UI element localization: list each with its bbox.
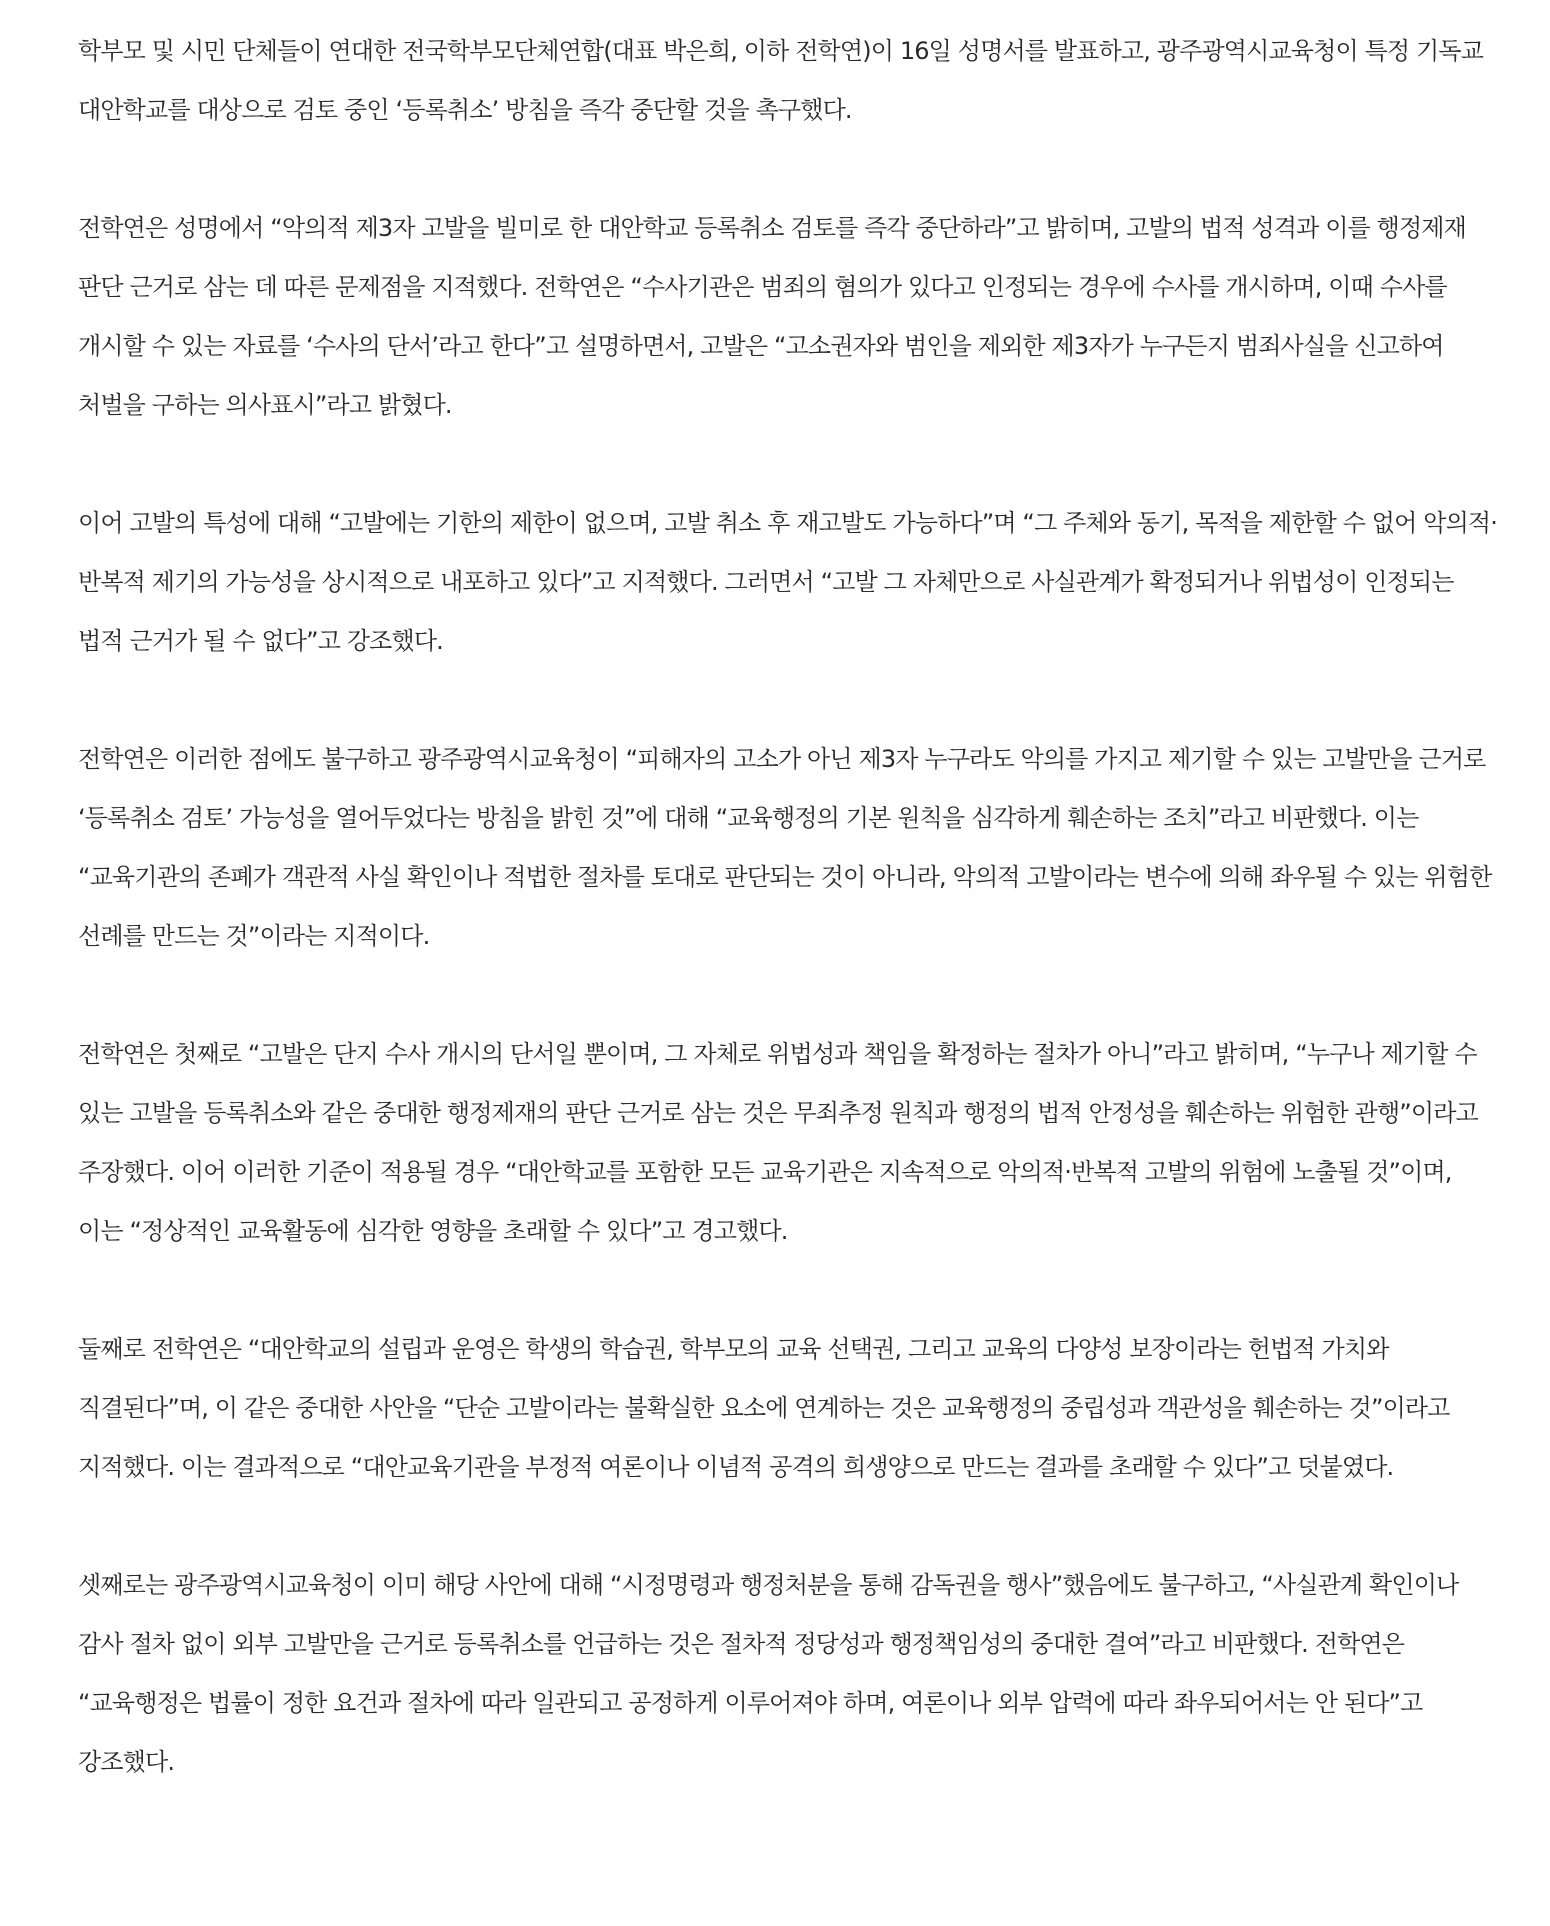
article-paragraph-5: 전학연은 첫째로 “고발은 단지 수사 개시의 단서일 뿐이며, 그 자체로 위법성과 책임을 확정하는 절차가 아니”라고 밝히며, “누구나 제기할 수 있는 고발을 등록취소와 같은 중대한 행정제재의 판단 근거로 삼는 것은 무죄추정 원칙과 행정의 법적 안정성을 훼손하는 위험한 관행”이라고 주장했다. 이어 이러한 기준이 적용될 경우 “대안학교를 포함한 모든 교육기관은 지속적으로 악의적·반복적 고발의 위험에 노출될 것”이며, 이는 “정상적인 교육활동에 심각한 영향을 초래할 수 있다”고 경고했다. <box>78 1040 1478 1245</box>
article-paragraph-7: 셋째로는 광주광역시교육청이 이미 해당 사안에 대해 “시정명령과 행정처분을 통해 감독권을 행사”했음에도 불구하고, “사실관계 확인이나 감사 절차 없이 외부 고발만을 근거로 등록취소를 언급하는 것은 절차적 정당성과 행정책임성의 중대한 결여”라고 비판했다. 전학연은 “교육행정은 법률이 정한 요건과 절차에 따라 일관되고 공정하게 이루어져야 하며, 여론이나 외부 압력에 따라 좌우되어서는 안 된다”고 강조했다. <box>78 1571 1459 1776</box>
article-paragraph-3: 이어 고발의 특성에 대해 “고발에는 기한의 제한이 없으며, 고발 취소 후 재고발도 가능하다”며 “그 주체와 동기, 목적을 제한할 수 없어 악의적·반복적 제기의 가능성을 상시적으로 내포하고 있다”고 지적했다. 그러면서 “고발 그 자체만으로 사실관계가 확정되거나 위법성이 인정되는 법적 근거가 될 수 없다”고 강조했다. <box>78 509 1498 655</box>
article-paragraph-6: 둘째로 전학연은 “대안학교의 설립과 운영은 학생의 학습권, 학부모의 교육 선택권, 그리고 교육의 다양성 보장이라는 헌법적 가치와 직결된다”며, 이 같은 중대한 사안을 “단순 고발이라는 불확실한 요소에 연계하는 것은 교육행정의 중립성과 객관성을 훼손하는 것”이라고 지적했다. 이는 결과적으로 “대안교육기관을 부정적 여론이나 이념적 공격의 희생양으로 만드는 결과를 초래할 수 있다”고 덧붙였다. <box>78 1335 1450 1481</box>
article-paragraph-1: 학부모 및 시민 단체들이 연대한 전국학부모단체연합(대표 박은희, 이하 전학연)이 16일 성명서를 발표하고, 광주광역시교육청이 특정 기독교 대안학교를 대상으로 검토 중인 ‘등록취소’ 방침을 즉각 중단할 것을 촉구했다. <box>78 37 1484 124</box>
article-paragraph-2: 전학연은 성명에서 “악의적 제3자 고발을 빌미로 한 대안학교 등록취소 검토를 즉각 중단하라”고 밝히며, 고발의 법적 성격과 이를 행정제재 판단 근거로 삼는 데 따른 문제점을 지적했다. 전학연은 “수사기관은 범죄의 혐의가 있다고 인정되는 경우에 수사를 개시하며, 이때 수사를 개시할 수 있는 자료를 ‘수사의 단서’라고 한다”고 설명하면서, 고발은 “고소권자와 범인을 제외한 제3자가 누구든지 범죄사실을 신고하여 처벌을 구하는 의사표시”라고 밝혔다. <box>78 214 1466 419</box>
article-paragraph-4: 전학연은 이러한 점에도 불구하고 광주광역시교육청이 “피해자의 고소가 아닌 제3자 누구라도 악의를 가지고 제기할 수 있는 고발만을 근거로 ‘등록취소 검토’ 가능성을 열어두었다는 방침을 밝힌 것”에 대해 “교육행정의 기본 원칙을 심각하게 훼손하는 조치”라고 비판했다. 이는 “교육기관의 존폐가 객관적 사실 확인이나 적법한 절차를 토대로 판단되는 것이 아니라, 악의적 고발이라는 변수에 의해 좌우될 수 있는 위험한 선례를 만드는 것”이라는 지적이다. <box>78 745 1492 950</box>
article-body <box>78 22 1498 1792</box>
